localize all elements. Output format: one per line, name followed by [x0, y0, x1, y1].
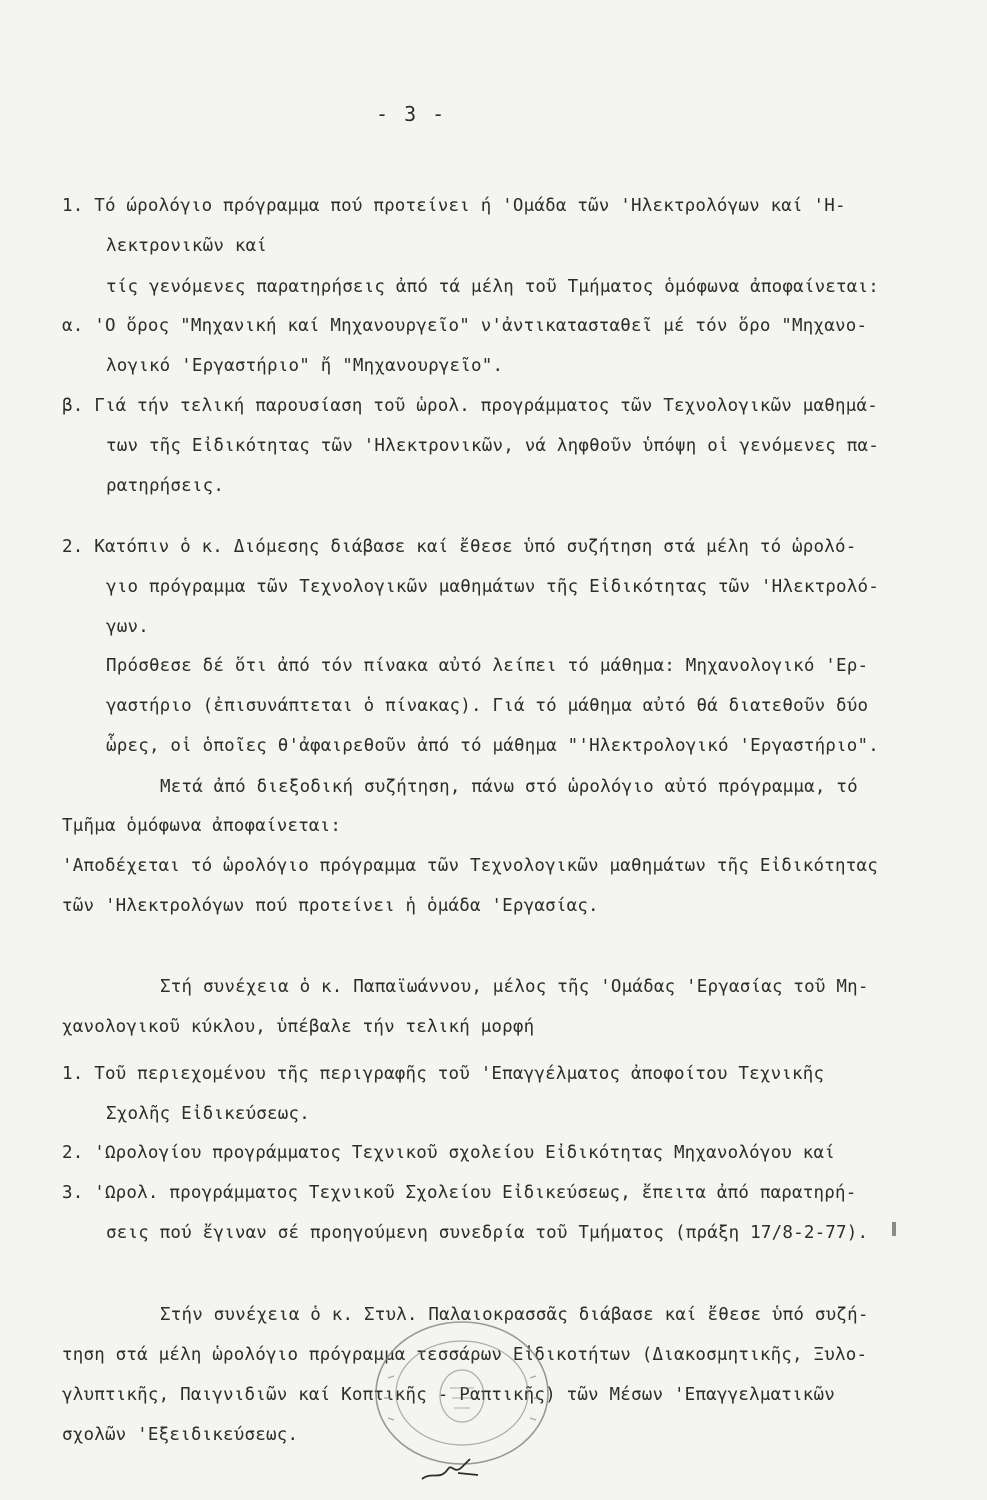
text-line: Στή συνέχεια ὁ κ. Παπαϊωάννου, μέλος τῆς 'Ομάδας 'Εργασίας τοῦ Μη-: [160, 977, 869, 997]
text-line: Μετά ἀπό διεξοδική συζήτηση, πάνω στό ὡρολόγιο αὐτό πρόγραμμα, τό: [160, 777, 858, 797]
text-line: 2. 'Ωρολογίου προγράμματος Τεχνικοῦ σχολείου Εἰδικότητας Μηχανολόγου καί: [62, 1143, 835, 1163]
text-line: Σχολῆς Εἰδικεύσεως.: [106, 1104, 310, 1124]
official-stamp: [372, 1318, 552, 1468]
text-line: γλυπτικῆς, Παιγνιδιῶν καί Κοπτικῆς - Ραπτικῆς) τῶν Μέσων 'Επαγγελματικῶν: [62, 1385, 835, 1405]
text-line: λογικό 'Εργαστήριο" ἤ "Μηχανουργεῖο".: [106, 356, 504, 376]
text-line: 1. Τό ώρολόγιο πρόγραμμα πού προτείνει ή 'Ομάδα τῶν 'Ηλεκτρολόγων καί 'Η-: [62, 196, 846, 216]
text-line: Στήν συνέχεια ὁ κ. Στυλ. Παλαιοκρασσᾶς διάβασε καί ἔθεσε ὑπό συζή-: [160, 1305, 869, 1325]
text-line: σχολῶν 'Εξειδικεύσεως.: [62, 1425, 299, 1445]
text-line: των τῆς Εἰδικότητας τῶν 'Ηλεκτρονικῶν, νά ληφθοῦν ὑπόψη οἱ γενόμενες πα-: [106, 436, 879, 456]
text-line: 2. Κατόπιν ὁ κ. Διόμεσης διάβασε καί ἔθεσε ὑπό συζήτηση στά μέλη τό ὡρολό-: [62, 537, 857, 557]
text-line: Πρόσθεσε δέ ὅτι ἀπό τόν πίνακα αὐτό λείπει τό μάθημα: Μηχανολογικό 'Ερ-: [106, 656, 869, 676]
text-line: σεις πού ἔγιναν σέ προηγούμενη συνεδρία τοῦ Τμήματος (πράξη 17/8-2-77).: [106, 1223, 869, 1243]
page-number: - 3 -: [376, 102, 447, 126]
text-line: λεκτρονικῶν καί: [106, 236, 268, 256]
text-line: α. 'Ο ὅρος "Μηχανική καί Μηχανουργεῖο" ν'ἀντικατασταθεῖ μέ τόν ὅρο "Μηχανο-: [62, 316, 868, 336]
text-line: β. Γιά τήν τελική παρουσίαση τοῦ ὡρολ. προγράμματος τῶν Τεχνολογικῶν μαθημά-: [62, 396, 878, 416]
text-line: γαστήριο (ἐπισυνάπτεται ὁ πίνακας). Γιά τό μάθημα αὐτό θά διατεθοῦν δύο: [106, 696, 869, 716]
text-line: Τμῆμα ὁμόφωνα ἀποφαίνεται:: [62, 816, 342, 836]
text-line: ρατηρήσεις.: [106, 476, 225, 496]
text-line: 3. 'Ωρολ. προγράμματος Τεχνικοῦ Σχολείου Εἰδικεύσεως, ἔπειτα ἀπό παρατηρή-: [62, 1183, 857, 1203]
text-line: τίς γενόμενες παρατηρήσεις ἀπό τά μέλη τοῦ Τμήματος ὁμόφωνα ἀποφαίνεται:: [106, 277, 879, 297]
text-line: χανολογικοῦ κύκλου, ὑπέβαλε τήν τελική μορφή: [62, 1017, 535, 1037]
text-line: γων.: [106, 617, 149, 637]
text-line: 1. Τοῦ περιεχομένου τῆς περιγραφῆς τοῦ 'Επαγγέλματος ἀποφοίτου Τεχνικῆς: [62, 1064, 825, 1084]
text-line: ὧρες, οἱ ὁποῖες θ'ἀφαιρεθοῦν ἀπό τό μάθημα "'Ηλεκτρολογικό 'Εργαστήριο".: [106, 736, 879, 756]
text-line: τῶν 'Ηλεκτρολόγων πού προτείνει ἡ ὁμάδα 'Εργασίας.: [62, 896, 599, 916]
text-line: τηση στά μέλη ὡρολόγιο πρόγραμμα τεσσάρων Εἰδικοτήτων (Διακοσμητικῆς, Ξυλο-: [62, 1345, 868, 1365]
text-line: 'Αποδέχεται τό ὡρολόγιο πρόγραμμα τῶν Τεχνολογικῶν μαθημάτων τῆς Εἰδικότητας: [62, 856, 878, 876]
signature: [418, 1455, 488, 1485]
margin-mark: [892, 1222, 896, 1236]
text-line: γιο πρόγραμμα τῶν Τεχνολογικῶν μαθημάτων τῆς Εἰδικότητας τῶν 'Ηλεκτρολό-: [106, 577, 879, 597]
